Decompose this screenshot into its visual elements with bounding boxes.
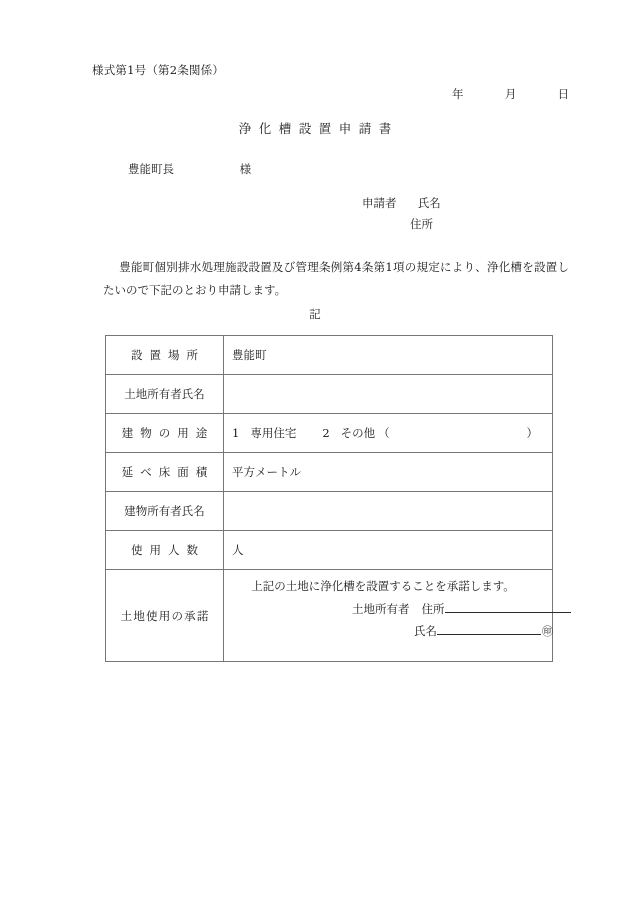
consent-name-input-line[interactable] <box>437 634 541 635</box>
consent-address-label: 住所 <box>421 602 445 616</box>
row-label-installation-place: 設置場所 <box>106 336 224 375</box>
body-paragraph-text: 豊能町個別排水処理施設設置及び管理条例第4条第1項の規定により、浄化槽を設置したいので下記のとおり申請します。 <box>103 260 569 297</box>
date-year: 年 <box>452 87 464 101</box>
document-title: 浄化槽設置申請書 <box>238 121 399 136</box>
applicant-name-label: 氏名 <box>417 196 441 210</box>
application-details-table <box>105 335 553 662</box>
consent-address-input-line[interactable] <box>445 612 571 613</box>
seal-mark-icon: ㊞ <box>542 625 553 638</box>
row-label-number-of-users: 使用人数 <box>106 531 224 570</box>
applicant-name-row <box>362 193 441 214</box>
applicant-address-row <box>362 214 441 235</box>
row-value-land-use-consent[interactable] <box>224 570 553 662</box>
consent-name-row <box>234 621 553 642</box>
consent-name-label: 氏名 <box>414 624 437 638</box>
date-day: 日 <box>557 87 570 101</box>
option-2-number: 2 <box>322 426 330 440</box>
consent-address-row <box>234 599 542 620</box>
table-row <box>106 531 553 570</box>
table-row <box>106 414 553 453</box>
row-label-land-owner-name: 土地所有者氏名 <box>106 375 224 414</box>
option-2-paren-open: （ <box>378 426 390 440</box>
date-line <box>452 86 569 102</box>
applicant-address-label: 住所 <box>410 217 433 231</box>
option-2-paren-close: ） <box>526 426 538 440</box>
table-row <box>106 570 553 662</box>
date-month: 月 <box>504 87 517 101</box>
row-value-building-use[interactable] <box>224 414 553 453</box>
row-value-total-floor-area[interactable]: 平方メートル <box>224 453 553 492</box>
row-label-building-use: 建物の用途 <box>106 414 224 453</box>
option-2-label[interactable]: その他 <box>340 426 376 440</box>
table-row <box>106 336 553 375</box>
row-label-building-owner-name: 建物所有者氏名 <box>106 492 224 531</box>
row-value-building-owner-name[interactable] <box>224 492 553 531</box>
row-value-land-owner-name[interactable] <box>224 375 553 414</box>
table-row <box>106 453 553 492</box>
table-row <box>106 375 553 414</box>
row-value-number-of-users[interactable]: 人 <box>224 531 553 570</box>
addressee-honorific: 様 <box>239 162 252 176</box>
body-paragraph <box>103 256 569 302</box>
addressee <box>128 161 251 177</box>
form-number: 様式第1号（第2条関係） <box>92 63 225 77</box>
table-row <box>106 492 553 531</box>
addressee-name: 豊能町長 <box>128 162 174 176</box>
row-value-installation-place[interactable]: 豊能町 <box>224 336 553 375</box>
consent-statement: 上記の土地に浄化槽を設置することを承諾します。 <box>251 579 515 593</box>
option-1-label[interactable]: 専用住宅 <box>250 426 297 440</box>
applicant-role-label: 申請者 <box>362 196 397 210</box>
applicant-block <box>362 193 441 235</box>
consent-owner-label: 土地所有者 <box>352 602 410 616</box>
row-label-land-use-consent: 土地使用の承諾 <box>106 570 224 662</box>
option-1-number: 1 <box>232 426 240 440</box>
ki-heading: 記 <box>309 307 321 321</box>
row-label-total-floor-area: 延べ床面積 <box>106 453 224 492</box>
